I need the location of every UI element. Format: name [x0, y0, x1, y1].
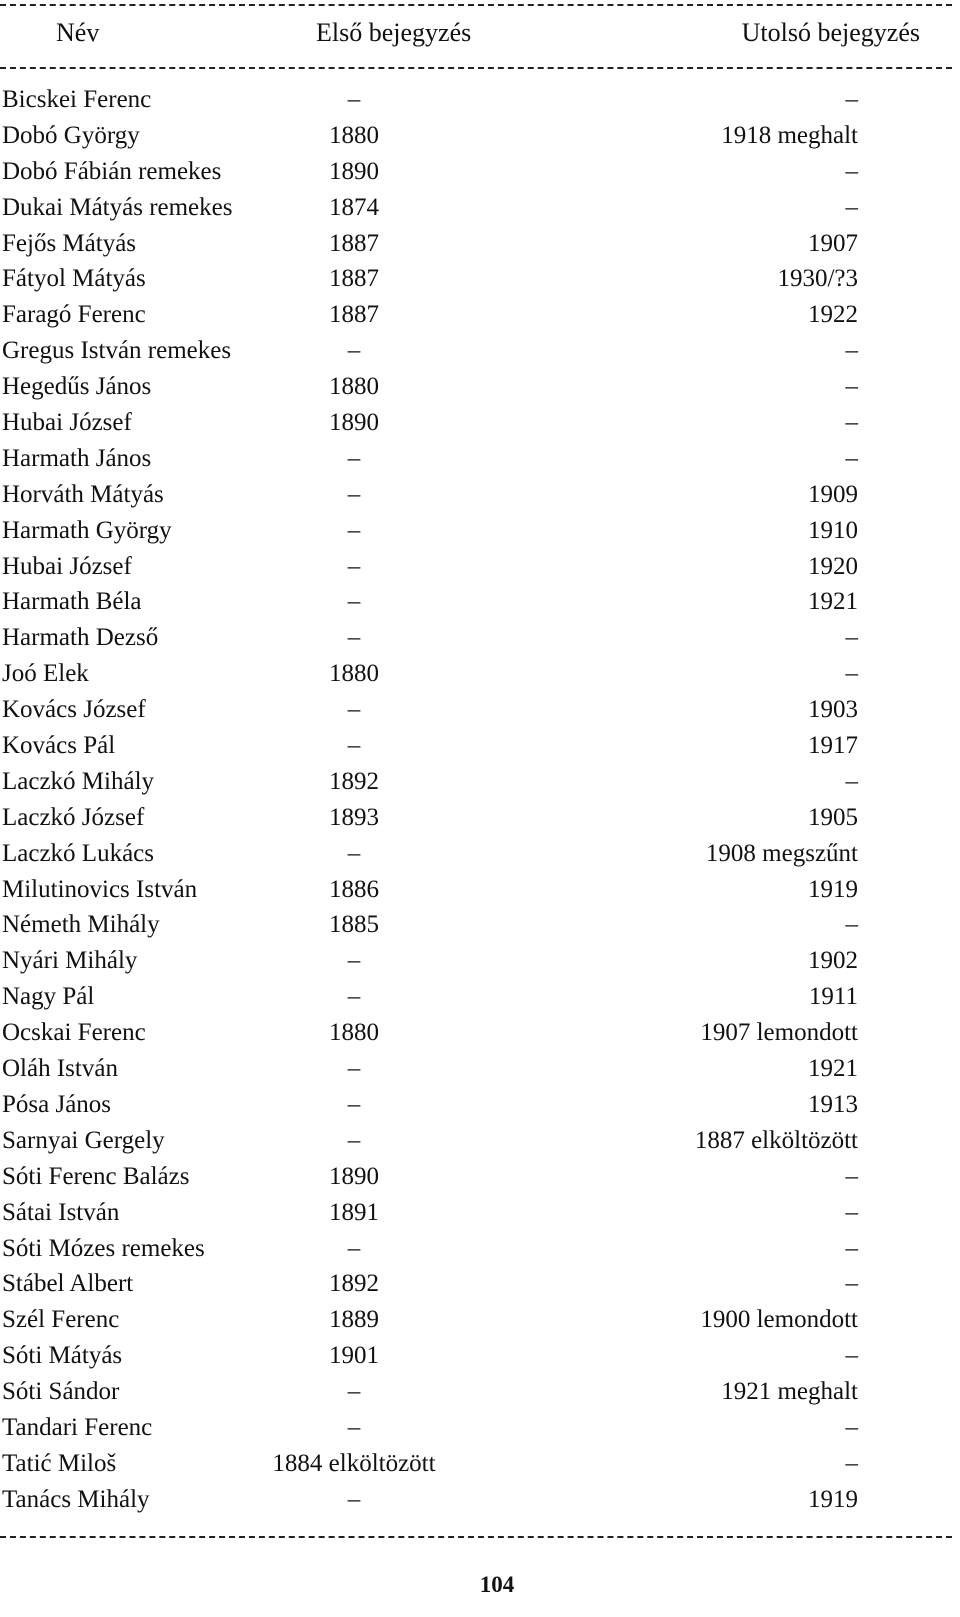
row-name: Hubai József [2, 552, 132, 580]
row-name: Sóti Sándor [2, 1378, 120, 1406]
row-first-entry: 1884 elköltözött [272, 1449, 436, 1477]
row-name: Nagy Pál [2, 983, 95, 1011]
row-first-entry: 1890 [329, 157, 379, 185]
table-row [0, 1195, 952, 1231]
column-header-first-entry: Első bejegyzés [316, 18, 472, 47]
table-row [0, 1446, 952, 1482]
header-dashed-rule [0, 67, 952, 69]
row-last-entry: 1917 [808, 732, 858, 760]
row-last-entry: 1930/?3 [777, 265, 858, 293]
row-last-entry: 1887 elköltözött [694, 1126, 858, 1154]
row-last-entry: 1919 [808, 875, 858, 903]
table-row [0, 692, 952, 728]
table-row [0, 620, 952, 656]
row-first-entry: 1874 [329, 193, 379, 221]
row-last-entry: 1921 [808, 588, 858, 616]
table-row [0, 1231, 952, 1267]
row-first-entry: – [347, 480, 361, 508]
table-row [0, 584, 952, 620]
row-last-entry: – [845, 86, 858, 113]
row-name: Németh Mihály [2, 911, 160, 939]
row-first-entry: – [347, 516, 361, 544]
row-name: Tatić Miloš [2, 1449, 117, 1477]
row-last-entry: 1920 [808, 552, 858, 580]
row-first-entry: – [347, 624, 361, 652]
row-last-entry: – [845, 1270, 858, 1298]
row-name: Pósa János [2, 1090, 112, 1118]
row-first-entry: – [347, 983, 361, 1011]
row-first-entry: – [347, 1055, 361, 1083]
table-row [0, 728, 952, 764]
row-last-entry: 1921 [808, 1055, 858, 1083]
table-row [0, 1410, 952, 1446]
row-name: Tanács Mihály [2, 1485, 150, 1513]
row-last-entry: 1907 [808, 229, 858, 257]
row-first-entry: 1880 [329, 121, 379, 149]
row-name: Stábel Albert [2, 1270, 134, 1298]
row-last-entry: – [845, 1162, 858, 1190]
table-row [0, 477, 952, 513]
row-name: Harmath Béla [2, 588, 142, 616]
table-row [0, 369, 952, 405]
table-header [0, 18, 952, 54]
table-row [0, 441, 952, 477]
row-name: Kovács József [2, 696, 146, 724]
table-row [0, 872, 952, 908]
row-last-entry: 1909 [808, 480, 858, 508]
row-last-entry: – [845, 660, 858, 688]
row-first-entry: 1886 [329, 875, 379, 903]
row-first-entry: – [347, 1485, 361, 1513]
row-first-entry: 1890 [329, 1162, 379, 1190]
table-row [0, 1374, 952, 1410]
row-name: Sóti Mátyás [2, 1342, 123, 1370]
row-last-entry: – [845, 157, 858, 185]
row-name: Harmath György [2, 516, 172, 544]
table-row [0, 549, 952, 585]
page-number: 104 [479, 1572, 515, 1597]
row-name: Bicskei Ferenc [2, 86, 152, 113]
row-first-entry: – [347, 947, 361, 975]
row-last-entry: – [845, 444, 858, 472]
row-first-entry: – [347, 1126, 361, 1154]
table-row [0, 1123, 952, 1159]
row-first-entry: – [347, 732, 361, 760]
row-last-entry: – [845, 624, 858, 652]
row-name: Gregus István remekes [2, 337, 232, 365]
row-last-entry: 1911 [808, 983, 858, 1011]
row-name: Ocskai Ferenc [2, 1019, 146, 1047]
row-name: Szél Ferenc [2, 1306, 120, 1334]
row-first-entry: 1892 [329, 767, 379, 795]
table-row [0, 261, 952, 297]
table-row [0, 656, 952, 692]
register-table [0, 82, 952, 1518]
table-row [0, 1159, 952, 1195]
row-name: Dobó Fábián remekes [2, 157, 222, 185]
row-first-entry: 1885 [329, 911, 379, 939]
row-name: Dukai Mátyás remekes [2, 193, 233, 221]
row-last-entry: – [845, 1413, 858, 1441]
table-row [0, 1482, 952, 1518]
row-first-entry: 1887 [329, 265, 379, 293]
row-last-entry: – [845, 1342, 858, 1370]
row-name: Kovács Pál [2, 732, 116, 760]
table-row [0, 190, 952, 226]
row-name: Hubai József [2, 409, 132, 437]
row-name: Joó Elek [2, 660, 89, 688]
row-last-entry: 1905 [808, 803, 858, 831]
row-name: Sóti Mózes remekes [2, 1234, 205, 1262]
table-row [0, 297, 952, 333]
row-last-entry: – [845, 1234, 858, 1262]
row-name: Horváth Mátyás [2, 480, 164, 508]
row-name: Milutinovics István [2, 875, 198, 903]
row-name: Oláh István [2, 1055, 118, 1083]
row-first-entry: 1887 [329, 229, 379, 257]
row-last-entry: – [845, 337, 858, 365]
table-row [0, 836, 952, 872]
table-row [0, 1051, 952, 1087]
table-row [0, 1338, 952, 1374]
row-first-entry: – [347, 552, 361, 580]
row-last-entry: – [845, 767, 858, 795]
row-first-entry: 1880 [329, 660, 379, 688]
row-first-entry: – [347, 444, 361, 472]
row-name: Harmath Dezső [2, 624, 159, 652]
row-first-entry: – [347, 337, 361, 365]
row-name: Laczkó József [2, 803, 145, 831]
row-last-entry: – [845, 409, 858, 437]
row-name: Faragó Ferenc [2, 301, 146, 329]
row-first-entry: – [347, 86, 361, 113]
row-first-entry: 1880 [329, 373, 379, 401]
row-last-entry: 1918 meghalt [721, 121, 858, 149]
bottom-dashed-rule [0, 1536, 952, 1538]
row-first-entry: – [347, 696, 361, 724]
row-first-entry: 1890 [329, 409, 379, 437]
table-row [0, 800, 952, 836]
row-last-entry: 1910 [808, 516, 858, 544]
row-last-entry: – [845, 193, 858, 221]
table-row [0, 118, 952, 154]
row-last-entry: – [845, 1449, 858, 1477]
table-row [0, 226, 952, 262]
table-row [0, 1015, 952, 1051]
row-first-entry: – [347, 1378, 361, 1406]
row-first-entry: – [347, 588, 361, 616]
table-row [0, 82, 952, 118]
table-row [0, 154, 952, 190]
table-row [0, 979, 952, 1015]
table-row [0, 943, 952, 979]
row-first-entry: 1889 [329, 1306, 379, 1334]
top-dashed-rule [0, 4, 952, 6]
row-first-entry: 1901 [329, 1342, 379, 1370]
row-name: Sóti Ferenc Balázs [2, 1162, 190, 1190]
row-name: Sarnyai Gergely [2, 1126, 165, 1154]
row-last-entry: – [845, 911, 858, 939]
row-first-entry: 1893 [329, 803, 379, 831]
row-last-entry: 1903 [808, 696, 858, 724]
row-name: Dobó György [2, 121, 140, 149]
row-name: Tandari Ferenc [2, 1413, 153, 1441]
table-row [0, 764, 952, 800]
table-row [0, 1087, 952, 1123]
row-first-entry: 1891 [329, 1198, 379, 1226]
row-first-entry: – [347, 1090, 361, 1118]
table-row [0, 1302, 952, 1338]
row-last-entry: 1921 meghalt [721, 1378, 858, 1406]
table-row [0, 333, 952, 369]
row-name: Sátai István [2, 1198, 120, 1226]
row-last-entry: – [845, 373, 858, 401]
row-name: Fátyol Mátyás [2, 265, 146, 293]
row-name: Nyári Mihály [2, 947, 138, 975]
table-row [0, 405, 952, 441]
column-header-last-entry: Utolsó bejegyzés [741, 18, 920, 47]
row-last-entry: 1900 lemondott [700, 1306, 858, 1334]
table-row [0, 907, 952, 943]
column-header-name: Név [56, 18, 100, 47]
row-last-entry: 1913 [808, 1090, 858, 1118]
row-name: Fejős Mátyás [2, 229, 137, 257]
row-last-entry: 1922 [808, 301, 858, 329]
row-first-entry: – [347, 1234, 361, 1262]
row-last-entry: 1908 megszűnt [705, 839, 858, 867]
row-name: Harmath János [2, 444, 152, 472]
table-row [0, 513, 952, 549]
row-first-entry: 1892 [329, 1270, 379, 1298]
row-name: Laczkó Mihály [2, 767, 155, 795]
row-first-entry: – [347, 839, 361, 867]
row-last-entry: 1902 [808, 947, 858, 975]
row-name: Laczkó Lukács [2, 839, 155, 867]
row-last-entry: 1907 lemondott [700, 1019, 858, 1047]
row-last-entry: – [845, 1198, 858, 1226]
row-first-entry: – [347, 1413, 361, 1441]
row-first-entry: 1887 [329, 301, 379, 329]
row-first-entry: 1880 [329, 1019, 379, 1047]
table-row [0, 1266, 952, 1302]
row-last-entry: 1919 [808, 1485, 858, 1513]
row-name: Hegedűs János [2, 373, 152, 401]
